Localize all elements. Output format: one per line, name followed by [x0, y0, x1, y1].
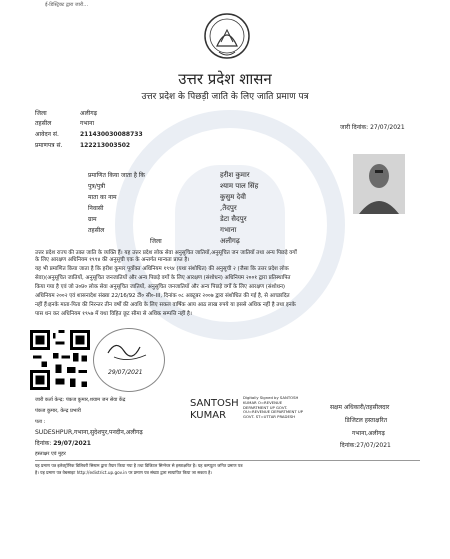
body-line: सेवा)(अनुसूचित जातियों, अनुसूचित जनजातियों और अन्य पिछड़े वर्गों के लिए आरक्षण (संशोधन) अधिनियम २००१ द्वारा प्रतिस्थापित — [35, 275, 291, 281]
signature-date: 29/07/2021 — [108, 369, 143, 376]
father-name: श्याम पाल सिंह — [220, 182, 259, 190]
digital-sig-name-1: SANTOSH — [190, 398, 239, 409]
officer-subtitle: डिजिटल हस्ताक्षरित — [345, 417, 387, 424]
document-subtitle: उत्तर प्रदेश के पिछड़ी जाति के लिए जाति प्रमाण पत्र — [141, 92, 309, 102]
address-label: पता : — [35, 419, 46, 425]
document-title: उत्तर प्रदेश शासन — [178, 70, 272, 88]
officer-place: गभाना,अलीगढ़ — [352, 430, 385, 437]
seal-label: हस्ताक्षर एवं मुहर — [35, 451, 66, 457]
qr-code-icon — [30, 330, 90, 390]
issued-by-value: पंकज कुमार,शयाम जन सेवा केंद्र — [65, 397, 126, 403]
resident-value: ,तैदपुर — [220, 204, 237, 212]
officer-date: दिनांक:27/07/2021 — [340, 442, 391, 449]
meta-tehsil-value: गभाना — [80, 120, 95, 127]
issued-by — [35, 397, 125, 403]
village-value: डेटा सैदपुर — [220, 215, 247, 223]
district-value: अलीगढ़ — [220, 237, 240, 245]
father-label: पुत्र/पुत्री — [88, 183, 106, 190]
body-line: यह भी प्रमाणित किया जाता है कि हरीश कुमार पूर्वोक्त अधिनियम १९९४ (यथा संशोधित) की अनुसूची २ (जैसा कि उत्तर प्रदेश लोक — [35, 266, 289, 272]
applicant-name: हरीश कुमार — [220, 171, 250, 179]
meta-cert-label: प्रमाणपत्र सं. — [35, 142, 63, 149]
digital-sig-name-2: KUMAR — [190, 410, 227, 421]
village-label: ग्राम — [88, 216, 97, 223]
meta-district-label: जिला — [35, 110, 47, 117]
address-value: SUDESHPUR,गभाना,सुदेशपुर,पनदीन,अलीगढ़ — [35, 429, 143, 436]
body-paragraph — [35, 250, 417, 318]
footer-divider — [35, 460, 420, 461]
body-line: किया गया है एवं जो उ०प्र० लोक सेवा अनुसूचित जातियों, अनुसूचित जनजातियों और अन्य पिछड़े वर्गों के लिए आरक्षण (संशोधन) — [35, 284, 286, 290]
applicant-photo — [353, 154, 405, 214]
issuer-date-label: दिनांक: — [35, 440, 52, 447]
meta-app-label: आवेदन सं. — [35, 131, 59, 138]
mother-label: माता का नाम — [88, 194, 117, 201]
issued-by-label: जारी कर्ता केन्द्र: — [35, 397, 65, 403]
body-line: नहीं हैं।इनके माता-पिता की निरन्तर तीन वर्षों की अवधि के लिए सकल वार्षिक आय आठ लाख रुपये या इससे अधिक नहीं है तथा इनके — [35, 302, 296, 308]
issue-date: जारी दिनांक: 27/07/2021 — [340, 124, 405, 131]
issuer-date — [35, 440, 91, 447]
certify-label: प्रमाणित किया जाता है कि — [88, 172, 146, 179]
body-line: उत्तर प्रदेश राज्य की उक्त जाति के व्यक्ति हैं। यह उत्तर प्रदेश लोक सेवा अनुसूचित जातियों,अनुसूचित जन जातियों तथा अन्य पिछड़े वर्गों — [35, 250, 297, 256]
body-line: अधिनियम २००२ एवं शासनादेश संख्या 22/16/92 टी० सी०-III, दिनांक ०८ अक्टूबर २००७ द्वारा संशोधित की गई है, से आच्छादित — [35, 293, 290, 299]
up-emblem-icon — [203, 12, 251, 64]
meta-district-value: अलीगढ़ — [80, 110, 97, 117]
operator-name: पंकज कुमार, केन्द्र प्रभारी — [35, 408, 81, 414]
resident-label: निवासी — [88, 205, 104, 212]
tehsil-label: तहसील — [88, 227, 105, 234]
operator-signature — [93, 328, 165, 392]
body-line: के लिए आरक्षण अधिनियम १९९४ की अनुसूची एक के अन्तर्गत मान्यता प्राप्त है। — [35, 257, 190, 263]
tehsil-value: गभाना — [220, 226, 237, 234]
top-note: ई-डिस्ट्रिक्ट द्वारा जारी... — [45, 2, 89, 8]
digital-sig-details: Digitally Signed by SANTOSH KUMAR O=REVENUE DEPARTMENT UP GOVT. OU=REVENUE DEPARTMENT UP GOVT. ST=UTTAR PRADESH — [243, 395, 303, 420]
meta-tehsil-label: तहसील — [35, 120, 52, 127]
district-label: जिला — [150, 238, 162, 245]
issuer-date-value: 29/07/2021 — [53, 440, 91, 447]
meta-cert-value: 122213003502 — [80, 142, 131, 149]
footer-line: यह प्रमाण पत्र इलेक्ट्रॉनिक डिलिवरी सिस्टम द्वारा तैयार किया गया है तथा डिजिटल सिग्नेचर से हस्ताक्षरित है। यह कम्प्यूटर जनित प्रमाण पत्र — [35, 463, 243, 468]
meta-app-value: 211430030088733 — [80, 131, 143, 138]
footer-line: है। यह प्रमाण पत्र वेबसाइट http://edistrict.up.gov.in पर प्रमाण पत्र संख्या द्वारा सत्यापित किया जा सकता है। — [35, 470, 212, 475]
mother-name: कुसुम देवी — [220, 193, 246, 201]
body-line: पास धन कर अधिनियम १९५७ में यथा विहित छूट सीमा से अधिक सम्पत्ति नहीं है। — [35, 311, 192, 317]
qr-code[interactable] — [30, 330, 90, 390]
officer-title: सक्षम अधिकारी/तहसीलदार — [330, 404, 390, 411]
